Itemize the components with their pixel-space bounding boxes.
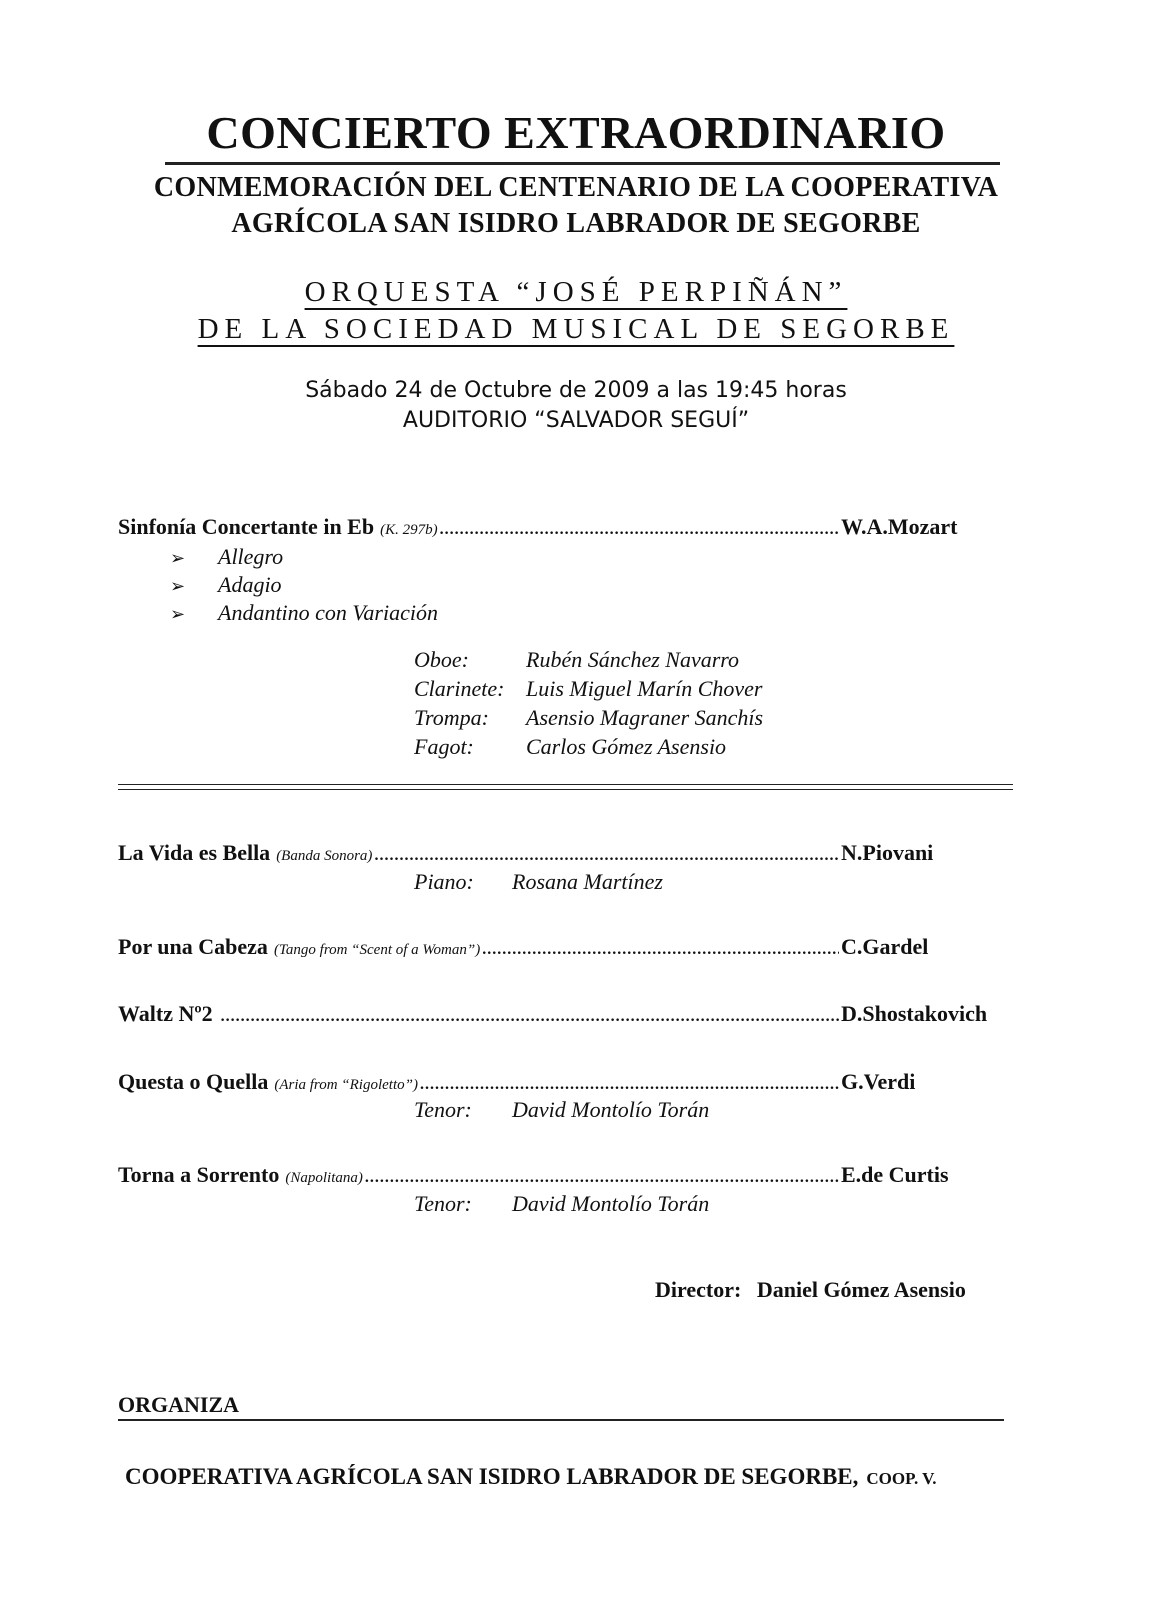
dot-leader [365,1169,839,1187]
subtitle-line-2: AGRÍCOLA SAN ISIDRO LABRADOR DE SEGORBE [231,208,921,239]
performer-row [414,1189,709,1218]
performer-name: David Montolío Torán [512,1097,710,1122]
soloist-name: Rubén Sánchez Navarro [526,647,740,672]
composer-name: W.A.Mozart [841,514,958,539]
movement-item: ➢ Andantino con Variación [170,599,438,628]
dot-leader [482,941,839,959]
soloist-row [414,674,763,703]
work-title: Por una Cabeza [118,934,268,959]
orchestra-name-line-2: DE LA SOCIEDAD MUSICAL DE SEGORBE [197,313,955,345]
soloist-row [414,732,726,761]
work-title: La Vida es Bella [118,840,271,865]
work-title: Sinfonía Concertante in Eb [118,514,375,539]
performer-role: Tenor: [414,1097,472,1122]
program-item-sinfonia [118,514,1021,540]
organizer-suffix: COOP. V. [866,1469,937,1488]
soloist-role: Fagot: [414,734,474,759]
section-divider [118,784,1013,790]
performer-role: Tenor: [414,1191,472,1216]
organizer-text: COOPERATIVA AGRÍCOLA SAN ISIDRO LABRADOR DE SEGORBE, [125,1464,859,1489]
composer-name: G.Verdi [841,1069,916,1094]
soloist-row [414,703,763,732]
dot-leader [374,847,839,865]
soloist-name: Luis Miguel Marín Chover [526,676,763,701]
work-title: Torna a Sorrento [118,1162,280,1187]
program-item [118,1069,1021,1095]
work-note: (Banda Sonora) [276,848,373,864]
title-underline [165,162,1000,165]
work-note: (Aria from “Rigoletto”) [274,1077,418,1093]
subtitle-line-1: CONMEMORACIÓN DEL CENTENARIO DE LA COOPERATIVA [153,172,999,203]
work-note: (Tango from “Scent of a Woman”) [273,942,481,958]
soloist-name: Asensio Magraner Sanchís [526,705,764,730]
arrow-bullet-icon: ➢ [170,548,186,568]
concert-date: Sábado 24 de Octubre de 2009 a las 19:45 horas [305,378,847,403]
soloist-row [414,645,739,674]
movement-item: ➢ Allegro [170,543,283,572]
director-label: Director: [655,1277,742,1302]
soloist-name: Carlos Gómez Asensio [526,734,727,759]
performer-name: David Montolío Torán [512,1191,710,1216]
movement-item: ➢ Adagio [170,571,282,600]
composer-name: C.Gardel [841,934,929,959]
arrow-bullet-icon: ➢ [170,576,186,596]
dot-leader [221,1008,839,1026]
organiza-heading: ORGANIZA [118,1392,1004,1421]
program-item [118,1162,1021,1188]
concert-title: CONCIERTO EXTRAORDINARIO [206,107,946,158]
orchestra-name-line-1: ORQUESTA “JOSÉ PERPIÑÁN” [304,276,848,308]
work-note: (K. 297b) [380,522,438,538]
arrow-bullet-icon: ➢ [170,604,186,624]
performer-role: Piano: [414,869,474,894]
organizer-name [125,1464,936,1490]
performer-row [414,1095,709,1124]
soloist-role: Oboe: [414,647,469,672]
composer-name: N.Piovani [841,840,934,865]
soloist-role: Trompa: [414,705,489,730]
work-title: Waltz Nº2 [118,1001,213,1026]
performer-name: Rosana Martínez [512,869,663,894]
dot-leader [440,521,839,539]
program-item [118,840,1021,866]
program-item [118,934,1021,960]
composer-name: D.Shostakovich [841,1001,988,1026]
program-item [118,1001,1021,1027]
performer-row [414,867,663,896]
director-credit [655,1277,966,1303]
work-note: (Napolitana) [285,1170,363,1186]
work-title: Questa o Quella [118,1069,269,1094]
concert-venue: AUDITORIO “SALVADOR SEGUÍ” [402,408,750,433]
director-name: Daniel Gómez Asensio [756,1277,966,1302]
composer-name: E.de Curtis [841,1162,949,1187]
soloist-role: Clarinete: [414,676,505,701]
dot-leader [420,1076,839,1094]
